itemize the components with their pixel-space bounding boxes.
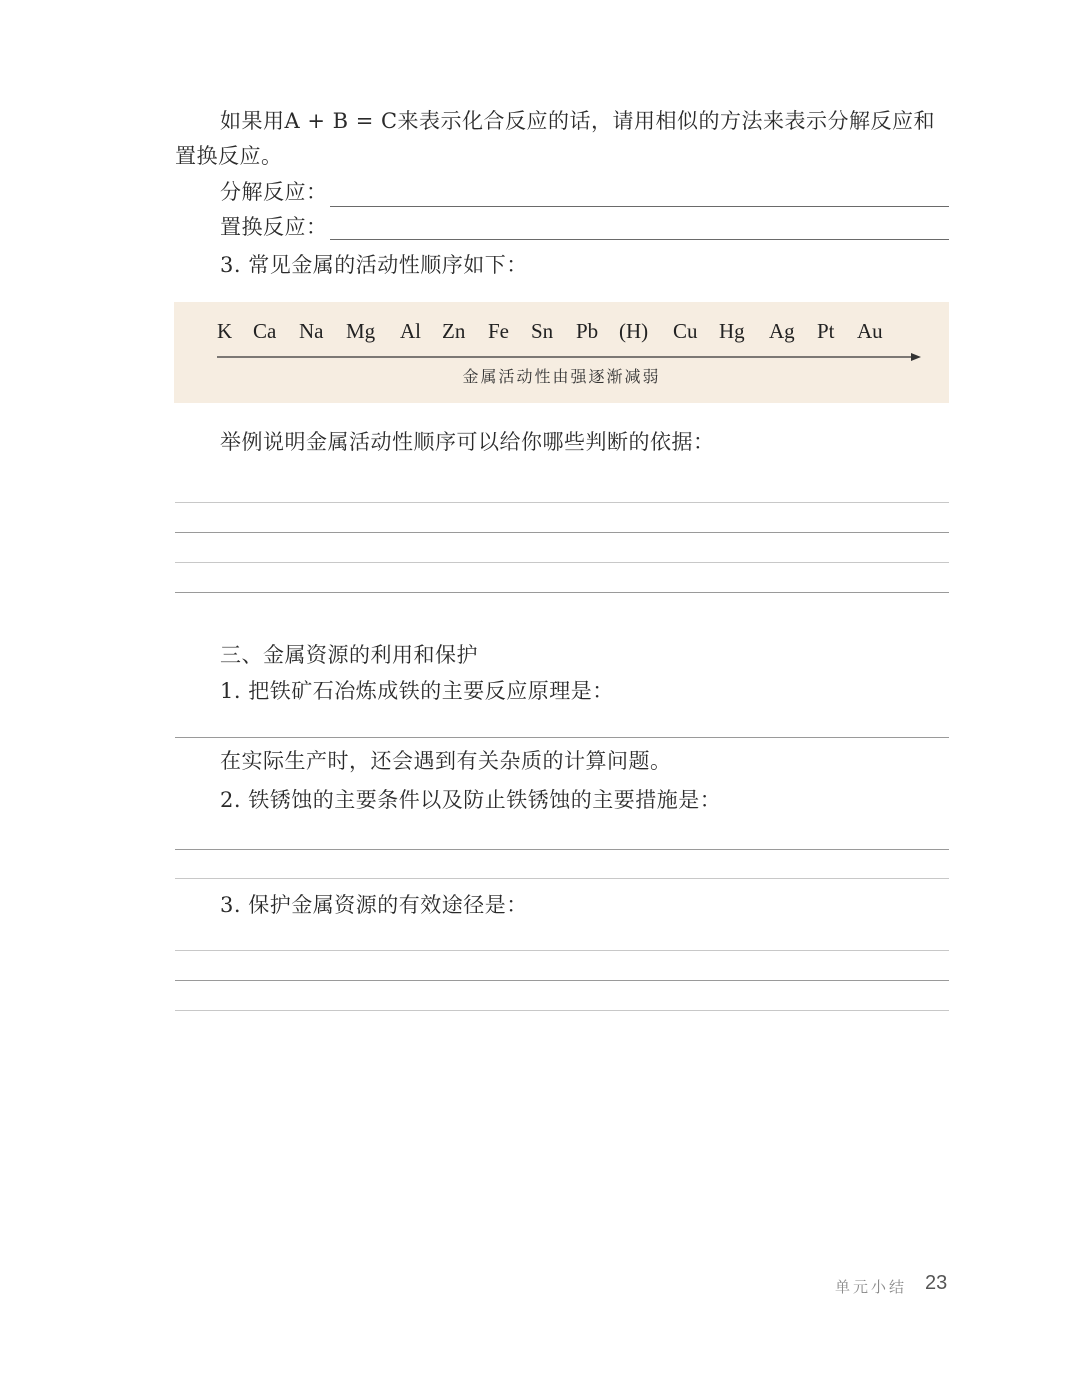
q2-prompt-line2: 置换反应。 xyxy=(175,144,283,168)
series-element: Mg xyxy=(346,319,376,343)
series-element: Ca xyxy=(253,319,277,343)
series-element: K xyxy=(217,319,233,343)
q3-heading: 3. 常见金属的活动性顺序如下： xyxy=(220,253,528,277)
answer-line[interactable] xyxy=(175,1010,949,1011)
activity-series-box xyxy=(174,302,949,403)
series-element: Al xyxy=(400,319,421,343)
series-element: Ag xyxy=(769,319,795,343)
decomposition-answer-line[interactable] xyxy=(330,206,949,207)
series-element: Cu xyxy=(673,319,698,343)
section3-item2: 2. 铁锈蚀的主要条件以及防止铁锈蚀的主要措施是： xyxy=(220,788,722,812)
series-element: (H) xyxy=(619,319,649,343)
q3-question: 举例说明金属活动性顺序可以给你哪些判断的依据： xyxy=(220,430,715,454)
series-element: Fe xyxy=(488,319,509,343)
answer-line[interactable] xyxy=(175,562,949,563)
series-element: Pt xyxy=(817,319,835,343)
series-element: Sn xyxy=(531,319,554,343)
answer-line[interactable] xyxy=(175,502,949,503)
series-element: Na xyxy=(299,319,324,343)
answer-line[interactable] xyxy=(175,592,949,593)
answer-line[interactable] xyxy=(175,950,949,951)
series-element: Zn xyxy=(442,319,466,343)
answer-line[interactable] xyxy=(175,849,949,850)
series-element: Pb xyxy=(576,319,599,343)
displacement-label: 置换反应： xyxy=(220,215,328,239)
answer-line[interactable] xyxy=(175,878,949,879)
decomposition-label: 分解反应： xyxy=(220,180,328,204)
decreasing-arrow-icon xyxy=(217,352,922,362)
answer-line[interactable] xyxy=(175,980,949,981)
section3-item3: 3. 保护金属资源的有效途径是： xyxy=(220,893,528,917)
series-caption: 金属活动性由强逐渐减弱 xyxy=(462,367,661,386)
displacement-answer-line[interactable] xyxy=(330,239,949,240)
section3-heading: 三、金属资源的利用和保护 xyxy=(220,643,478,667)
answer-line[interactable] xyxy=(175,737,949,738)
page-number: 23 xyxy=(925,1272,948,1294)
answer-line[interactable] xyxy=(175,532,949,533)
series-element: Au xyxy=(857,319,883,343)
section3-item1: 1. 把铁矿石冶炼成铁的主要反应原理是： xyxy=(220,679,614,703)
section3-note: 在实际生产时，还会遇到有关杂质的计算问题。 xyxy=(220,749,672,773)
footer-label: 单元小结 xyxy=(835,1278,908,1296)
q2-prompt-line1: 如果用A + B = C来表示化合反应的话，请用相似的方法来表示分解反应和 xyxy=(220,109,936,133)
series-element: Hg xyxy=(719,319,745,343)
